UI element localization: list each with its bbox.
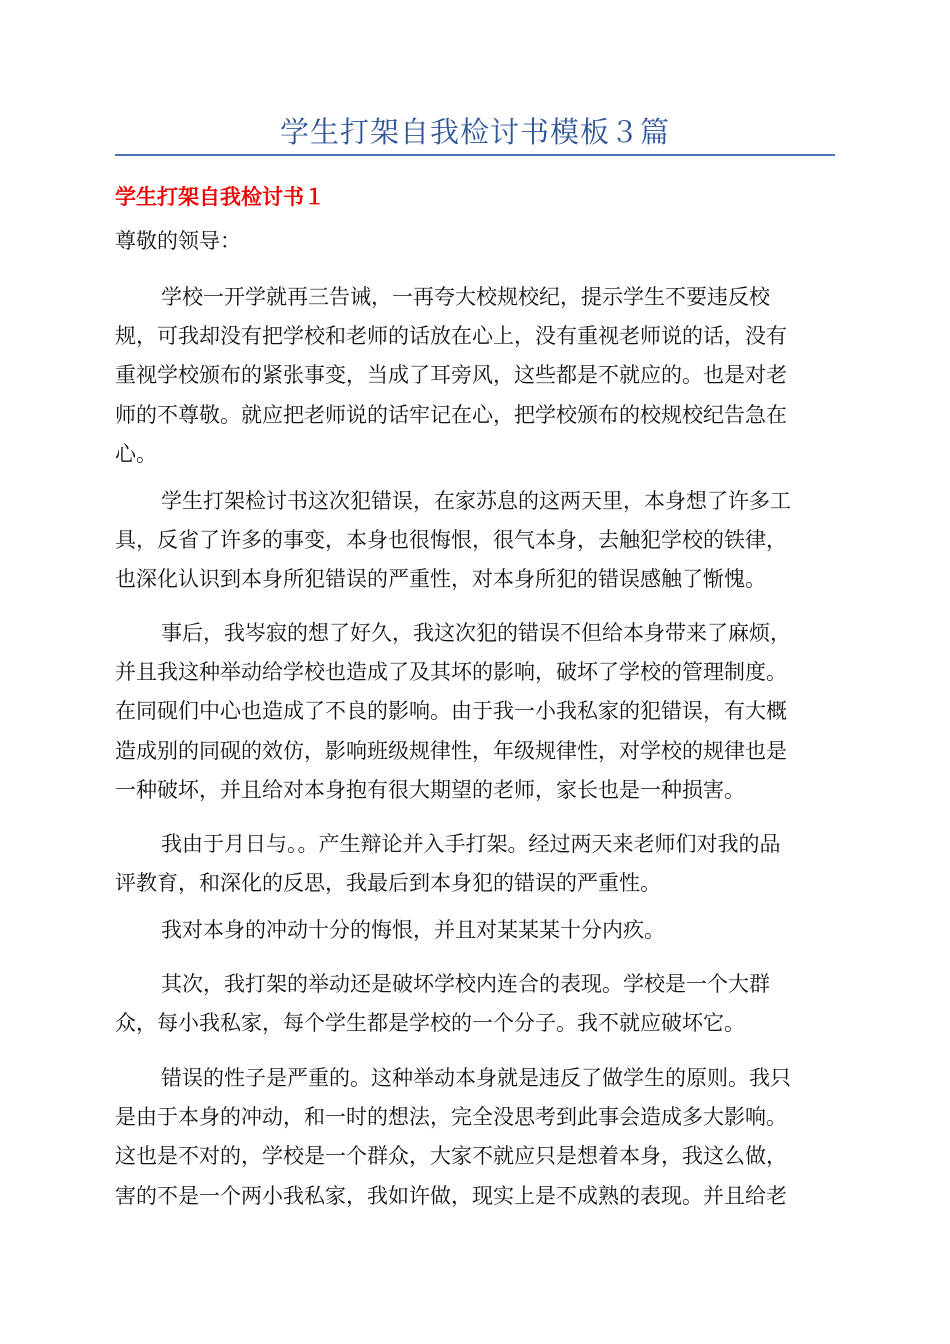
paragraph-line: 事后，我岑寂的想了好久，我这次犯的错误不但给本身带来了麻烦， (161, 621, 791, 645)
paragraph-line: 评教育，和深化的反思，我最后到本身犯的错误的严重性。 (115, 871, 661, 896)
paragraph-line: 重视学校颁布的紧张事变，当成了耳旁风，这些都是不就应的。也是对老 (115, 363, 787, 388)
paragraph-line: 我由于月日与。。产生辩论并入手打架。经过两天来老师们对我的品 (161, 832, 781, 856)
document-title: 学生打架自我检讨书模板３篇 (279, 115, 670, 149)
paragraph-5 (115, 911, 835, 950)
paragraph-7 (115, 1059, 835, 1216)
paragraph-line: 造成别的同砚的效仿，影响班级规律性，年级规律性，对学校的规律也是 (115, 738, 787, 763)
paragraph-line: 这也是不对的，学校是一个群众，大家不就应只是想着本身，我这么做， (115, 1144, 787, 1169)
salutation: 尊敬的领导： (115, 229, 241, 253)
paragraph-2 (115, 482, 835, 600)
paragraph-line: 学生打架检讨书这次犯错误，在家苏息的这两天里，本身想了许多工 (161, 489, 791, 513)
section-heading: 学生打架自我检讨书１ (115, 185, 325, 209)
paragraph-6 (115, 965, 835, 1043)
paragraph-line: 师的不尊敬。就应把老师说的话牢记在心，把学校颁布的校规校纪告急在 (115, 402, 787, 427)
paragraph-line: 具，反省了许多的事变，本身也很悔恨，很气本身，去触犯学校的铁律， (115, 528, 787, 553)
paragraph-line: 规，可我却没有把学校和老师的话放在心上，没有重视老师说的话，没有 (115, 324, 787, 349)
paragraph-line: 是由于本身的冲动，和一时的想法，完全没思考到此事会造成多大影响。 (115, 1105, 787, 1130)
paragraph-line: 在同砚们中心也造成了不良的影响。由于我一小我私家的犯错误，有大概 (115, 699, 787, 724)
paragraph-line: 也深化认识到本身所犯错误的严重性，对本身所犯的错误感触了惭愧。 (115, 567, 766, 592)
paragraph-4 (115, 825, 835, 903)
title-underline (115, 154, 835, 156)
paragraph-line: 其次，我打架的举动还是破坏学校内连合的表现。学校是一个大群 (161, 972, 770, 996)
paragraph-line: 我对本身的冲动十分的悔恨，并且对某某某十分内疚。 (161, 918, 665, 942)
paragraph-line: 众，每小我私家，每个学生都是学校的一个分子。我不就应破坏它。 (115, 1011, 745, 1036)
paragraph-line: 一种破坏，并且给对本身抱有很大期望的老师，家长也是一种损害。 (115, 777, 745, 802)
paragraph-1 (115, 278, 835, 474)
paragraph-line: 并且我这种举动给学校也造成了及其坏的影响，破坏了学校的管理制度。 (115, 660, 787, 685)
paragraph-line: 害的不是一个两小我私家，我如许做，现实上是不成熟的表现。并且给老 (115, 1183, 787, 1208)
paragraph-line: 心。 (115, 441, 157, 466)
paragraph-line: 错误的性子是严重的。这种举动本身就是违反了做学生的原则。我只 (161, 1066, 791, 1090)
paragraph-3 (115, 614, 835, 810)
paragraph-line: 学校一开学就再三告诫，一再夸大校规校纪，提示学生不要违反校 (161, 285, 770, 309)
